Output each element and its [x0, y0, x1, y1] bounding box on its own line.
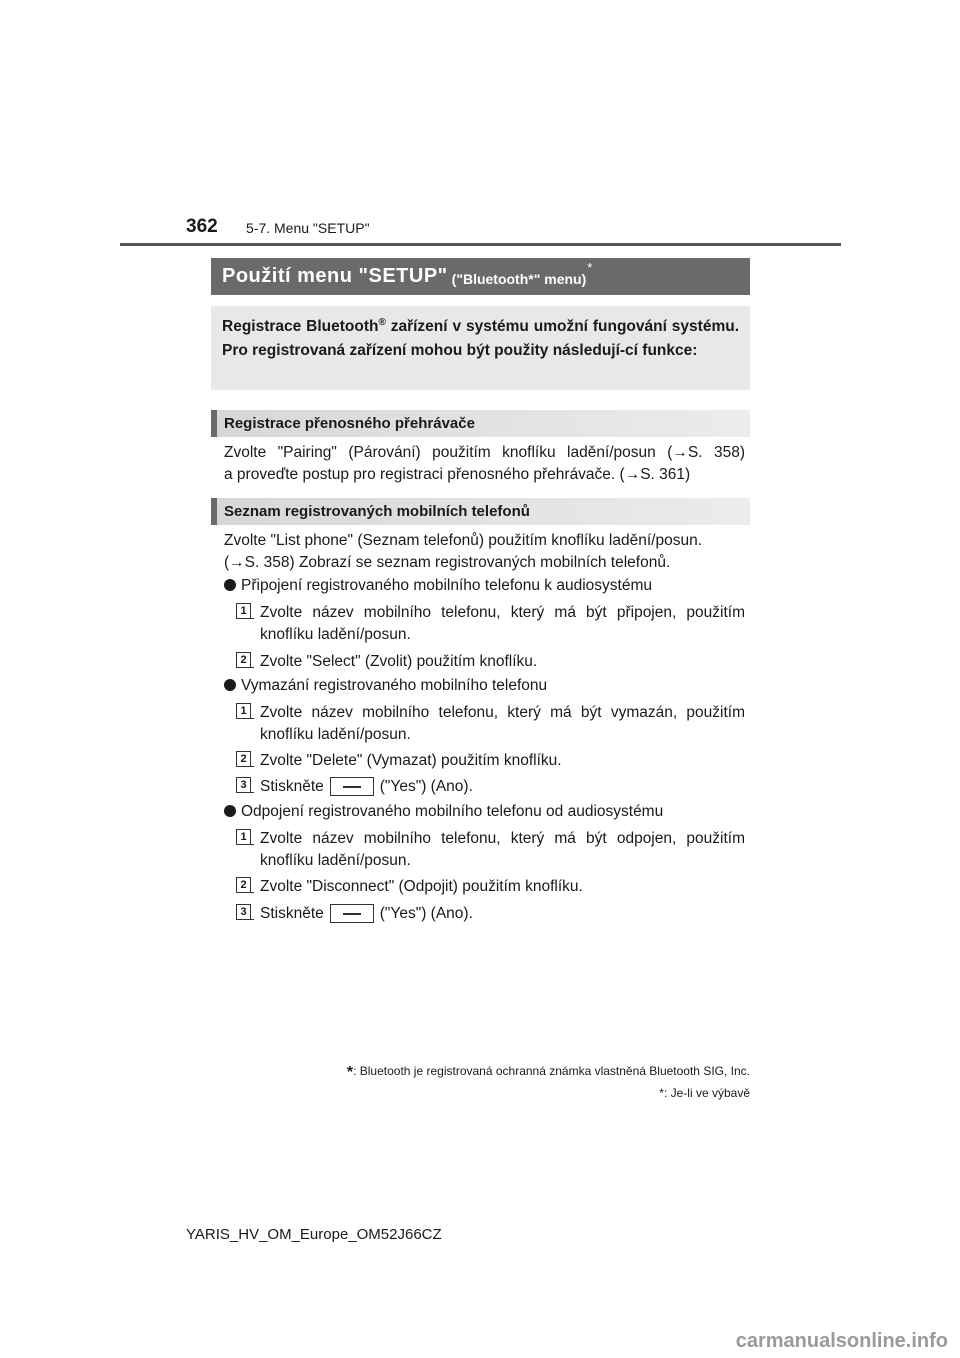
intro-box: [211, 306, 750, 390]
header-divider: [120, 243, 841, 246]
bullet-text: Odpojení registrovaného mobilního telefonu od audiosystému: [241, 803, 664, 820]
section-title: Použití menu "SETUP": [222, 265, 448, 287]
step-number-badge: 2: [236, 751, 251, 767]
footnote-bluetooth-trademark: [347, 1062, 750, 1080]
section1-line1: Zvolte "Pairing" (Párování) použitím knoflíku ladění/posun (→S. 358): [224, 444, 745, 461]
step-text: Zvolte název mobilního telefonu, který má být vymazán, použitím: [260, 704, 745, 721]
yes-key-icon: [330, 904, 374, 923]
bullet-icon: [224, 679, 236, 691]
optional-equipment-star: *: [587, 260, 593, 275]
step-text-continued: knoflíku ladění/posun.: [260, 626, 411, 643]
registered-mark: ®: [378, 316, 386, 328]
section-subtitle: ("Bluetooth*" menu): [451, 270, 587, 287]
footnote-optional-equipment: *: Je-li ve výbavě: [659, 1086, 750, 1100]
step-text-post: ("Yes") (Ano).: [379, 905, 473, 922]
bullet-icon: [224, 579, 236, 591]
step-text-press-yes: [260, 903, 473, 925]
bullet-text: Připojení registrovaného mobilního telefonu k audiosystému: [241, 577, 652, 594]
yes-key-icon: [330, 777, 374, 796]
step-text: Zvolte "Disconnect" (Odpojit) použitím knoflíku.: [260, 878, 583, 895]
step-text-post: ("Yes") (Ano).: [379, 778, 473, 795]
step-number-badge: 1: [236, 603, 251, 619]
bullet-delete: [224, 675, 547, 697]
step-text-press-yes: [260, 776, 473, 798]
bullet-connect: [224, 575, 652, 597]
step-text: Zvolte název mobilního telefonu, který má být připojen, použitím: [260, 604, 745, 621]
chapter-title: 5-7. Menu "SETUP": [246, 220, 370, 236]
step-text: Zvolte "Select" (Zvolit) použitím knoflíku.: [260, 653, 538, 670]
model-code: YARIS_HV_OM_Europe_OM52J66CZ: [186, 1226, 442, 1243]
section2-line1: Zvolte "List phone" (Seznam telefonů) použitím knoflíku ladění/posun.: [224, 532, 702, 549]
bullet-disconnect: [224, 801, 663, 823]
step-text: Zvolte "Delete" (Vymazat) použitím knoflíku.: [260, 752, 562, 769]
section1-line2: a proveďte postup pro registraci přenosného přehrávače. (→S. 361): [224, 466, 691, 483]
section2-line2: (→S. 358) Zobrazí se seznam registrovaných mobilních telefonů.: [224, 554, 671, 571]
step-text: Zvolte název mobilního telefonu, který má být odpojen, použitím: [260, 830, 745, 847]
step-number-badge: 3: [236, 904, 251, 920]
footnote-star: *: [346, 1064, 354, 1081]
section-title-bar: [211, 258, 750, 295]
section-heading-phone-list: Seznam registrovaných mobilních telefonů: [211, 498, 750, 525]
intro-text-rest: zařízení v systému umožní fungování systému. Pro registrovaná zařízení mohou být použity následují-cí funkce:: [222, 318, 739, 359]
footnote-text: : Bluetooth je registrovaná ochranná známka vlastněná Bluetooth SIG, Inc.: [353, 1064, 750, 1078]
step-number-badge: 2: [236, 652, 251, 668]
section-heading-portable-player: Registrace přenosného přehrávače: [211, 410, 750, 437]
intro-text-start: Registrace Bluetooth: [222, 318, 379, 335]
watermark: carmanualsonline.info: [735, 1330, 948, 1352]
step-number-badge: 1: [236, 829, 251, 845]
step-text-continued: knoflíku ladění/posun.: [260, 726, 411, 743]
page-number: 362: [186, 216, 218, 237]
bullet-text: Vymazání registrovaného mobilního telefonu: [241, 677, 548, 694]
step-text-continued: knoflíku ladění/posun.: [260, 852, 411, 869]
step-text-pre: Stiskněte: [260, 905, 324, 922]
step-number-badge: 2: [236, 877, 251, 893]
step-text-pre: Stiskněte: [260, 778, 324, 795]
step-number-badge: 3: [236, 777, 251, 793]
bullet-icon: [224, 805, 236, 817]
step-number-badge: 1: [236, 703, 251, 719]
